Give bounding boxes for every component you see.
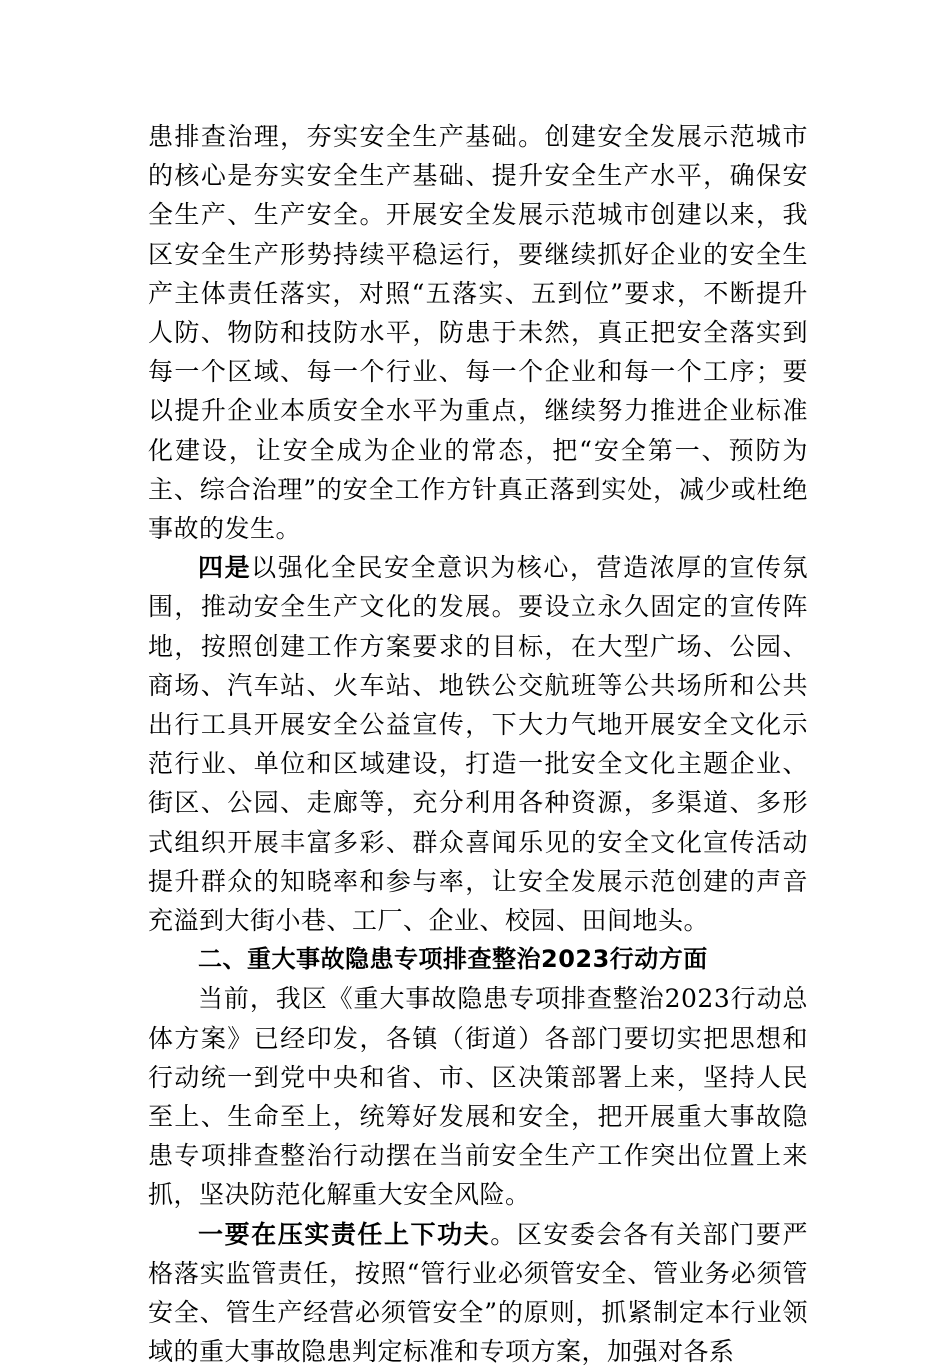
document-body <box>148 117 808 1372</box>
paragraph-lead: 一要在压实责任上下功夫 <box>198 1219 491 1249</box>
section-heading: 二、重大事故隐患专项排查整治2023行动方面 <box>198 945 708 974</box>
paragraph-continuation: 患排查治理，夯实安全生产基础。创建安全发展示范城市的核心是夯实安全生产基础、提升安全生产水平，确保安全生产、生产安全。开展安全发展示范城市创建以来，我区安全生产形势持续平稳运行，要继续抓好企业的安全生产主体责任落实，对照“五落实、五到位”要求，不断提升人防、物防和技防水平，防患于未然，真正把安全落实到每一个区域、每一个行业、每一个企业和每一个工序；要以提升企业本质安全水平为重点，继续努力推进企业标准化建设，让安全成为企业的常态，把“安全第一、预防为主、综合治理”的安全工作方针真正落到实处，减少或杜绝事故的发生。 <box>148 122 808 544</box>
paragraph-text: 以强化全民安全意识为核心，营造浓厚的宣传氛围，推动安全生产文化的发展。要设立永久固定的宣传阵地，按照创建工作方案要求的目标，在大型广场、公园、商场、汽车站、火车站、地铁公交航班等公共场所和公共出行工具开展安全公益宣传，下大力气地开展安全文化示范行业、单位和区域建设，打造一批安全文化主题企业、街区、公园、走廊等，充分利用各种资源，多渠道、多形式组织开展丰富多彩、群众喜闻乐见的安全文化宣传活动提升群众的知晓率和参与率，让安全发展示范创建的声音充溢到大街小巷、工厂、企业、校园、田间地头。 <box>148 553 808 936</box>
paragraph-text: 。区安委会各有关部门要严格落实监管责任，按照“管行业必须管安全、管业务必须管安全、管生产经营必须管安全”的原则，抓紧制定本行业领域的重大事故隐患判定标准和专项方案，加强对各系 <box>148 1219 808 1367</box>
paragraph-point-four <box>148 548 808 940</box>
paragraph-lead: 四是 <box>198 553 252 583</box>
paragraph-responsibility <box>148 1215 808 1372</box>
paragraph-current-situation: 当前，我区《重大事故隐患专项排查整治2023行动总体方案》已经印发，各镇（街道）各部门要切实把思想和行动统一到党中央和省、市、区决策部署上来，坚持人民至上、生命至上，统筹好发展和安全，把开展重大事故隐患专项排查整治行动摆在当前安全生产工作突出位置上来抓，坚决防范化解重大安全风险。 <box>148 984 808 1210</box>
